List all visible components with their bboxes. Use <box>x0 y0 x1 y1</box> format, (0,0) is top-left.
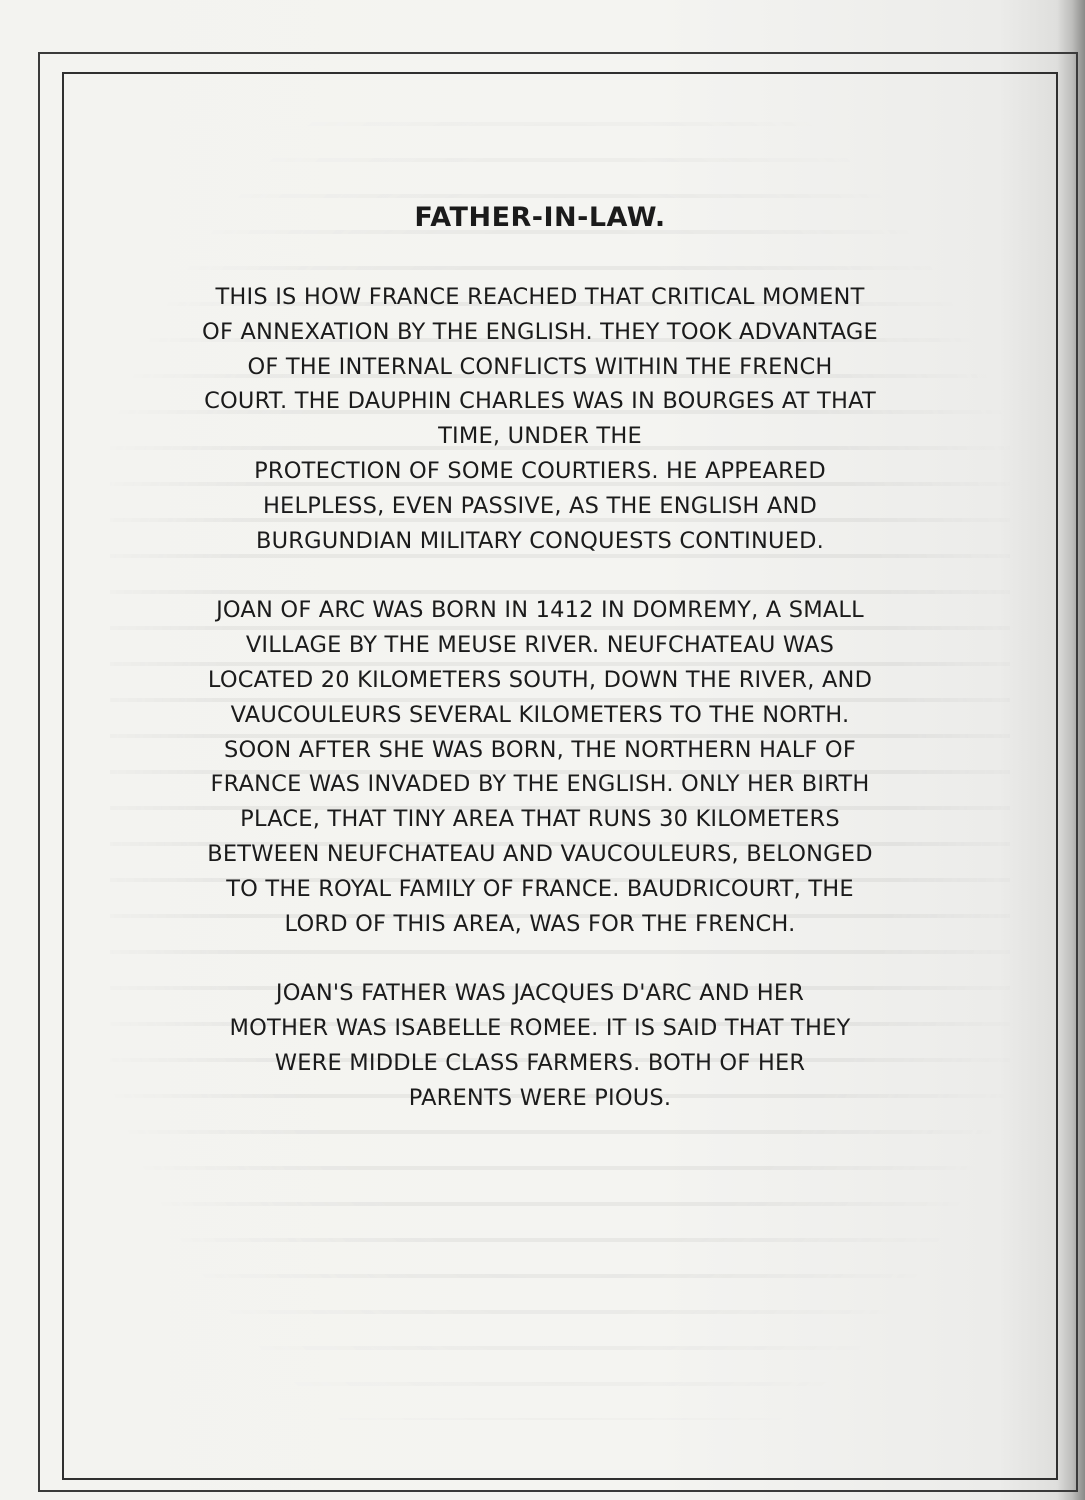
paragraph-2 <box>100 593 980 941</box>
text-line: WERE MIDDLE CLASS FARMERS. BOTH OF HER <box>274 1049 806 1076</box>
text-line: COURT. THE DAUPHIN CHARLES WAS IN BOURGES AT THAT <box>204 388 876 415</box>
text-line: PROTECTION OF SOME COURTIERS. HE APPEARED <box>254 457 826 484</box>
text-line: SOON AFTER SHE WAS BORN, THE NORTHERN HALF OF <box>224 736 856 763</box>
text-line: THIS IS HOW FRANCE REACHED THAT CRITICAL MOMENT <box>215 284 865 310</box>
text-line: TIME, UNDER THE <box>438 423 642 450</box>
paragraph-3 <box>100 976 980 1115</box>
text-line: OF THE INTERNAL CONFLICTS WITHIN THE FRENCH <box>247 353 833 380</box>
text-line: HELPLESS, EVEN PASSIVE, AS THE ENGLISH AND <box>262 492 818 519</box>
text-line: JOAN OF ARC WAS BORN IN 1412 IN DOMREMY, A SMALL <box>216 597 864 624</box>
text-line: FRANCE WAS INVADED BY THE ENGLISH. ONLY HER BIRTH <box>210 771 870 798</box>
page-title: FATHER-IN-LAW. <box>414 202 666 233</box>
text-line: PLACE, THAT TINY AREA THAT RUNS 30 KILOMETERS <box>240 806 840 833</box>
text-line: LOCATED 20 KILOMETERS SOUTH, DOWN THE RIVER, AND <box>207 666 873 693</box>
text-block <box>100 200 980 1151</box>
text-line: VAUCOULEURS SEVERAL KILOMETERS TO THE NORTH. <box>230 701 850 728</box>
text-line: BURGUNDIAN MILITARY CONQUESTS CONTINUED. <box>255 527 825 554</box>
text-line: OF ANNEXATION BY THE ENGLISH. THEY TOOK ADVANTAGE <box>202 318 878 345</box>
text-line: BETWEEN NEUFCHATEAU AND VAUCOULEURS, BELONGED <box>207 840 873 867</box>
text-line: PARENTS WERE PIOUS. <box>408 1084 672 1111</box>
text-line: TO THE ROYAL FAMILY OF FRANCE. BAUDRICOURT, THE <box>226 875 854 902</box>
paragraph-1 <box>100 280 980 558</box>
text-line: LORD OF THIS AREA, WAS FOR THE FRENCH. <box>284 910 796 937</box>
text-line: VILLAGE BY THE MEUSE RIVER. NEUFCHATEAU WAS <box>245 632 835 659</box>
text-line: JOAN'S FATHER WAS JACQUES D'ARC AND HER <box>275 980 805 1007</box>
text-line: MOTHER WAS ISABELLE ROMEE. IT IS SAID THAT THEY <box>229 1015 851 1042</box>
